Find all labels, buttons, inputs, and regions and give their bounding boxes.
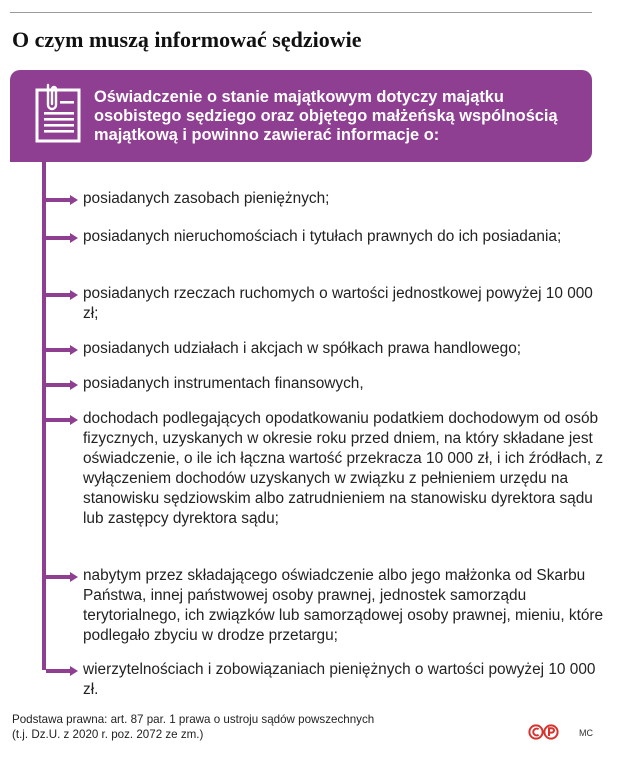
list-item [46,374,606,394]
list-item [46,189,606,209]
list-item [46,566,606,646]
list-item-text: posiadanych zasobach pieniężnych; [83,190,330,207]
author-initials: MC [579,728,593,738]
legal-basis-line: Podstawa prawna: art. 87 par. 1 prawa o ustroju sądów powszechnych [12,713,375,726]
header-text: Oświadczenie o stanie majątkowym dotyczy majątku osobistego sędziego oraz objętego małżeńską wspólnością majątkową i powinno zawierać informacje o: [94,88,558,144]
list-item [46,660,606,700]
list-item-text: posiadanych instrumentach finansowych, [83,375,364,392]
list-item-text: nabytym przez składającego oświadczenie albo jego małżonka od Skarbu Państwa, innej państwowej osoby prawnej, jednostek samorządu terytorialnego, ich związków lub samorządowej osoby prawnej, mieniu, które podlegało zbyciu w drodze przetargu; [83,567,604,644]
page-title: O czym muszą informować sędziowie [12,27,362,52]
arrow-right-icon [46,572,80,582]
arrow-right-icon [46,415,80,425]
list-item-text: dochodach podlegających opodatkowaniu podatkiem dochodowym od osób fizycznych, uzyskanych w okresie roku przed dniem, na który składane jest oświadczenie, o ile ich łączna wartość przekracza 10 000 zł, i ich źródłach, z wyłączeniem dochodów uzyskanych w związku z pełnieniem urzędu na stanowisku sędziowskim albo zatrudnieniem na stanowisku dyrektora sądu lub zastępcy dyrektora sądu; [83,410,604,527]
list-item [46,227,606,247]
cp-logo-icon [528,724,560,740]
arrow-right-icon [46,290,80,300]
legal-basis-note [12,712,482,742]
list-item [46,339,606,359]
arrow-right-icon [46,233,80,243]
arrow-right-icon [46,195,80,205]
list-item-text: wierzytelnościach i zobowiązaniach pieniężnych o wartości powyżej 10 000 zł. [83,661,596,698]
list-item-text: posiadanych udziałach i akcjach w spółkach prawa handlowego; [83,340,522,357]
list-item-text: posiadanych nieruchomościach i tytułach prawnych do ich posiadania; [83,228,562,245]
list-item [46,284,606,324]
list-item-text: posiadanych rzeczach ruchomych o wartości jednostkowej powyżej 10 000 zł; [83,285,593,322]
legal-basis-line: (t.j. Dz.U. z 2020 r. poz. 2072 ze zm.) [12,728,204,741]
arrow-right-icon [46,345,80,355]
list-item [46,409,606,529]
arrow-right-icon [46,380,80,390]
arrow-right-icon [46,666,80,676]
